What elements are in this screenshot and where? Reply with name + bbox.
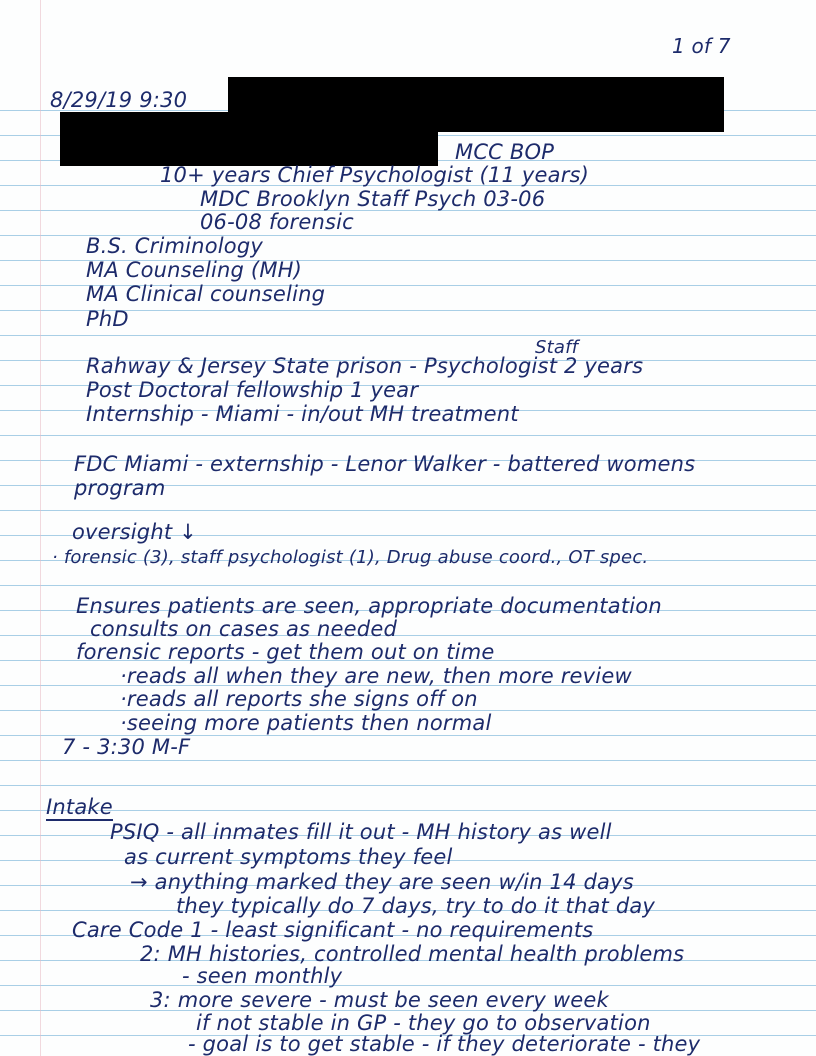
forensic-years-line: 06-08 forensic: [200, 210, 354, 234]
duty-line: ·reads all reports she signs off on: [120, 687, 478, 711]
brooklyn-line: MDC Brooklyn Staff Psych 03-06: [200, 187, 546, 211]
facility-line: MCC BOP: [455, 140, 555, 164]
tenure-line: 10+ years Chief Psychologist (11 years): [160, 163, 590, 187]
duty-line: ·reads all when they are new, then more review: [120, 664, 632, 688]
date-time: 8/29/19 9:30: [50, 88, 188, 112]
education-item: MA Counseling (MH): [86, 258, 303, 282]
education-item: B.S. Criminology: [86, 234, 263, 258]
oversight-heading: oversight ↓: [72, 520, 197, 544]
intake-line: they typically do 7 days, try to do it that day: [176, 894, 656, 918]
rahway-line: Rahway & Jersey State prison - Psychologist 2 years: [86, 354, 644, 378]
intake-line: → anything marked they are seen w/in 14 days: [130, 870, 634, 894]
externship-line: FDC Miami - externship - Lenor Walker - battered womens: [74, 452, 696, 476]
duty-line: forensic reports - get them out on time: [76, 640, 495, 664]
work-hours: 7 - 3:30 M-F: [62, 735, 191, 759]
duty-line: Ensures patients are seen, appropriate documentation: [76, 594, 662, 618]
duty-line: ·seeing more patients then normal: [120, 711, 492, 735]
education-item: MA Clinical counseling: [86, 282, 326, 306]
intake-line: 3: more severe - must be seen every week: [150, 988, 609, 1012]
intake-line: - seen monthly: [182, 964, 343, 988]
intake-line: - goal is to get stable - if they deteriorate - they: [188, 1032, 701, 1056]
intake-line: if not stable in GP - they go to observation: [196, 1011, 651, 1035]
postdoc-line: Post Doctoral fellowship 1 year: [86, 378, 419, 402]
margin-rule: [40, 0, 41, 1056]
intake-line: as current symptoms they feel: [124, 845, 453, 869]
oversight-staff-list: · forensic (3), staff psychologist (1), Drug abuse coord., OT spec.: [52, 547, 649, 568]
page-number: 1 of 7: [672, 34, 731, 58]
education-item: PhD: [86, 307, 129, 331]
staff-note: Staff: [535, 337, 579, 358]
intake-line: Care Code 1 - least significant - no requirements: [72, 918, 594, 942]
externship-line-cont: program: [74, 476, 166, 500]
redaction-block-2: [60, 112, 438, 166]
intake-line: 2: MH histories, controlled mental health problems: [140, 942, 685, 966]
internship-line: Internship - Miami - in/out MH treatment: [86, 402, 519, 426]
intake-heading: Intake: [46, 795, 113, 819]
intake-line: PSIQ - all inmates fill it out - MH history as well: [110, 820, 612, 844]
duty-line: consults on cases as needed: [90, 617, 397, 641]
